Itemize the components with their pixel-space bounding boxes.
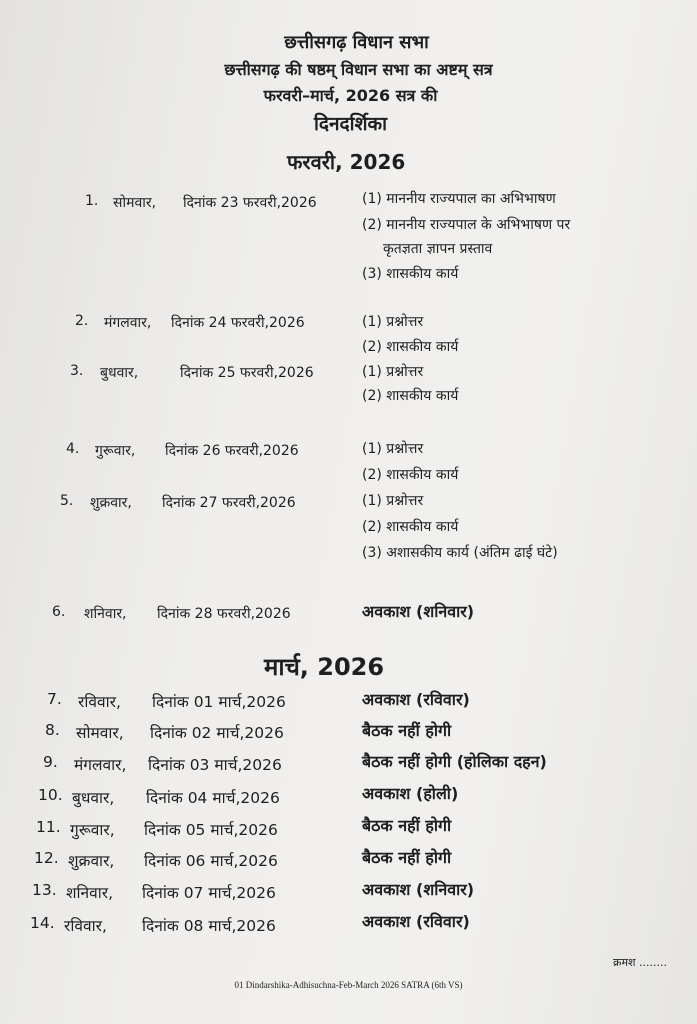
row-number: 13. <box>32 881 57 899</box>
agenda-item: (2) शासकीय कार्य <box>362 339 459 355</box>
status-text: बैठक नहीं होगी <box>362 721 452 740</box>
agenda-item: (1) प्रश्नोत्तर <box>362 441 424 457</box>
row-date: दिनांक 02 मार्च,2026 <box>150 724 284 742</box>
row-number: 7. <box>47 690 62 708</box>
row-number: 1. <box>85 193 99 209</box>
row-day: मंगलवार, <box>74 756 127 774</box>
row-day: सोमवार, <box>113 195 157 211</box>
row-number: 8. <box>45 721 60 739</box>
status-text: अवकाश (होली) <box>362 784 459 803</box>
row-date: दिनांक 06 मार्च,2026 <box>144 852 278 870</box>
row-number: 4. <box>66 441 80 457</box>
session-months: फरवरी–मार्च, 2026 सत्र की <box>263 86 438 105</box>
row-number: 9. <box>43 753 58 771</box>
row-number: 14. <box>30 914 55 932</box>
agenda-item: (2) शासकीय कार्य <box>362 388 459 404</box>
row-day: रविवार, <box>78 693 121 711</box>
row-day: बुधवार, <box>100 365 139 381</box>
row-number: 2. <box>75 313 89 329</box>
row-date: दिनांक 03 मार्च,2026 <box>148 756 282 774</box>
row-date: दिनांक 25 फरवरी,2026 <box>180 365 314 381</box>
status-text: बैठक नहीं होगी <box>362 816 452 835</box>
footer-filename: 01 Dindarshika-Adhisuchna-Feb-March 2026 SATRA (6th VS) <box>234 980 463 990</box>
status-text: अवकाश (रविवार) <box>362 690 470 709</box>
agenda-item: अवकाश (शनिवार) <box>362 602 475 621</box>
row-day: शुक्रवार, <box>90 495 132 511</box>
march-heading: मार्च, 2026 <box>264 653 385 681</box>
agenda-item: (3) शासकीय कार्य <box>362 266 459 282</box>
agenda-item: (1) प्रश्नोत्तर <box>362 364 424 380</box>
row-number: 12. <box>34 849 59 867</box>
agenda-item: (1) माननीय राज्यपाल का अभिभाषण <box>362 191 556 207</box>
row-date: दिनांक 08 मार्च,2026 <box>142 917 276 935</box>
row-date: दिनांक 23 फरवरी,2026 <box>183 195 317 211</box>
assembly-title: छत्तीसगढ़ विधान सभा <box>284 32 429 53</box>
calendar-title: दिनदर्शिका <box>314 113 387 135</box>
row-date: दिनांक 27 फरवरी,2026 <box>162 495 296 511</box>
agenda-item: (2) शासकीय कार्य <box>362 519 459 535</box>
agenda-item: (3) अशासकीय कार्य (अंतिम ढाई घंटे) <box>362 545 558 561</box>
status-text: बैठक नहीं होगी <box>362 848 452 867</box>
status-text: अवकाश (शनिवार) <box>362 880 475 899</box>
february-heading: फरवरी, 2026 <box>287 150 406 174</box>
row-day: मंगलवार, <box>104 315 152 331</box>
row-date: दिनांक 01 मार्च,2026 <box>152 693 286 711</box>
row-number: 11. <box>36 818 61 836</box>
row-date: दिनांक 07 मार्च,2026 <box>142 884 276 902</box>
status-text: अवकाश (रविवार) <box>362 912 470 931</box>
row-day: सोमवार, <box>76 724 124 742</box>
row-day: बुधवार, <box>72 789 115 807</box>
row-date: दिनांक 28 फरवरी,2026 <box>157 606 291 622</box>
row-number: 10. <box>38 786 63 804</box>
row-day: शनिवार, <box>66 884 114 902</box>
agenda-item: कृतज्ञता ज्ञापन प्रस्ताव <box>383 241 493 257</box>
row-date: दिनांक 26 फरवरी,2026 <box>165 443 299 459</box>
row-day: शुक्रवार, <box>68 852 115 870</box>
row-date: दिनांक 05 मार्च,2026 <box>144 821 278 839</box>
row-date: दिनांक 24 फरवरी,2026 <box>171 315 305 331</box>
row-number: 6. <box>52 604 66 620</box>
agenda-item: (2) माननीय राज्यपाल के अभिभाषण पर <box>362 217 571 233</box>
row-number: 5. <box>60 493 74 509</box>
agenda-item: (1) प्रश्नोत्तर <box>362 493 424 509</box>
row-number: 3. <box>70 363 84 379</box>
session-title: छत्तीसगढ़ की षष्ठम् विधान सभा का अष्टम् सत्र <box>224 60 493 79</box>
row-day: गुरूवार, <box>95 443 136 459</box>
row-day: शनिवार, <box>84 606 127 622</box>
row-day: गुरूवार, <box>70 821 115 839</box>
status-text: बैठक नहीं होगी (होलिका दहन) <box>362 752 547 771</box>
continued-note: क्रमश ........ <box>613 956 667 969</box>
row-day: रविवार, <box>64 917 107 935</box>
row-date: दिनांक 04 मार्च,2026 <box>146 789 280 807</box>
agenda-item: (1) प्रश्नोत्तर <box>362 314 424 330</box>
agenda-item: (2) शासकीय कार्य <box>362 467 459 483</box>
